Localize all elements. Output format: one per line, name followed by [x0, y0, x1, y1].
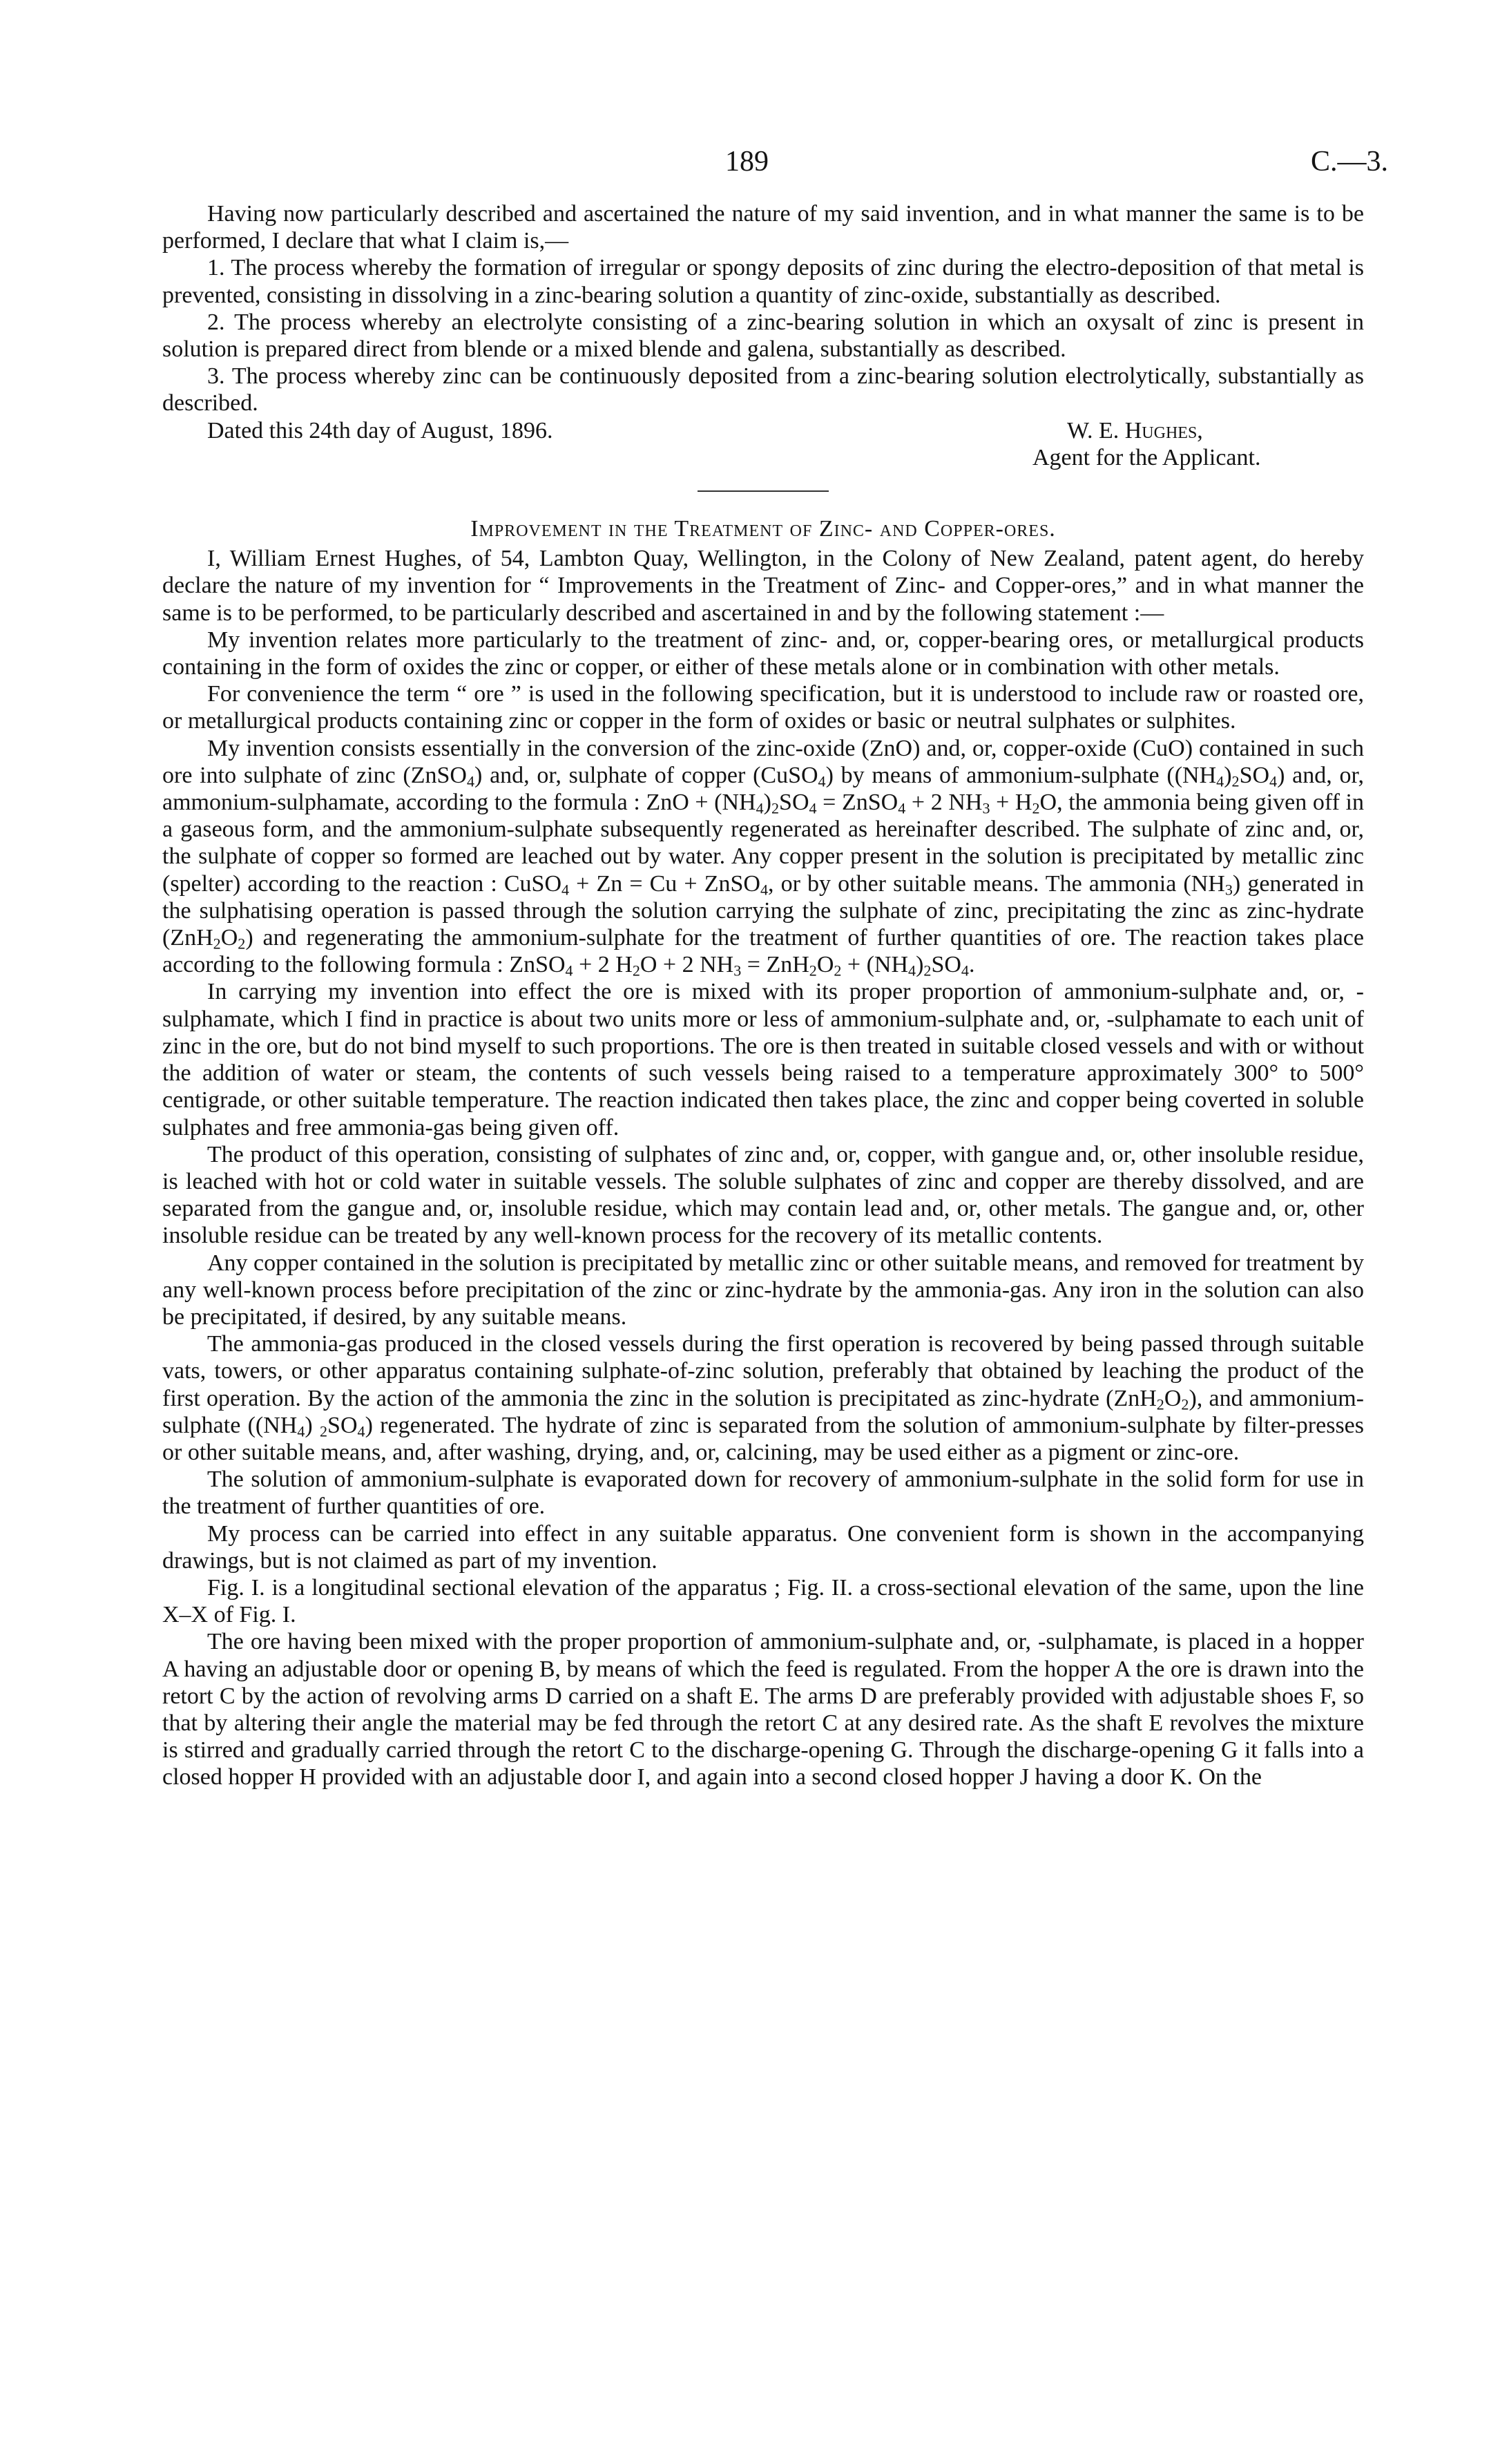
- document-reference: C.—3.: [1310, 146, 1388, 178]
- section-title: Improvement in the Treatment of Zinc- and Copper-ores.: [470, 516, 1056, 542]
- dated-row: [162, 417, 1364, 444]
- paragraph-convenience: For convenience the term “ ore ” is used in the following specification, but it is understood to include raw or roasted ore, or metallurgical products containing zinc or copper in the form of oxides or basic or neutral sulphates or sulphites.: [162, 681, 1364, 734]
- claim-item: 2. The process whereby an electrolyte consisting of a zinc-bearing solution in which an oxysalt of zinc is present in solution is prepared direct from blende or a mixed blende and galena, substantially as described.: [162, 309, 1364, 363]
- paragraph-relates: My invention relates more particularly to the treatment of zinc- and, or, copper-bearing ores, or metallurgical products containing in the form of oxides the zinc or copper, or either of these metals alone or in combination with other metals.: [162, 627, 1364, 680]
- paragraph-intro: I, William Ernest Hughes, of 54, Lambton Quay, Wellington, in the Colony of New Zealand, patent agent, do hereby declare the nature of my invention for “ Improvements in the Treatment of Zinc- and Copper-ores,” and in what manner the same is to be performed, to be particularly described and ascertained in and by the following statement :—: [162, 546, 1364, 626]
- paragraph-ammonia-gas: The ammonia-gas produced in the closed vessels during the first operation is recovered by being passed through suitable vats, towers, or other apparatus containing sulphate-of-zinc solution, preferably that obtained by leaching the product of the first operation. By the action of the ammonia the zinc in the solution is precipitated as zinc-hydrate $(ZnH_2O_2)$, and ammonium-sulphate ($(NH_4)$ $_2SO_4$) regenerated. The hydrate of zinc is separated from the solution of ammonium-sulphate by filter-presses or other suitable means, and, after washing, drying, and, or, calcining, may be used either as a pigment or zinc-ore.: [162, 1331, 1364, 1465]
- page-number: 189: [725, 146, 769, 178]
- claims-intro: Having now particularly described and ascertained the nature of my said invention, and in what manner the same is to be performed, I declare that what I claim is,—: [162, 201, 1364, 254]
- paragraph-consists: My invention consists essentially in the conversion of the zinc-oxide (ZnO) and, or, copper-oxide (CuO) contained in such ore into sulphate of zinc (ZnSO$_4$) and, or, sulphate of copper (CuSO$_4$) by means of ammonium-sulphate $((NH_4)_2SO_4)$ and, or, ammonium-sulphamate, according to the formula : ZnO + $(NH_4)_2SO_4$ = ZnSO$_4$ + 2 $NH_3 + H_2O$, the ammonia being given off in a gaseous form, and the ammonium-sulphate subsequently regenerated as hereinafter described. The sulphate of zinc and, or, the sulphate of copper so formed are leached out by water. Any copper present in the solution is precipitated by metallic zinc (spelter) according to the reaction : CuSO$_4$ + Zn = Cu + ZnSO$_4$, or by other suitable means. The ammonia $(NH_3)$ generated in the sulphatising operation is passed through the solution carrying the sulphate of zinc, precipitating the zinc as zinc-hydrate $(ZnH_2O_2)$ and regenerating the ammonium-sulphate for the treatment of further quantities of ore. The reaction takes place according to the following formula : ZnSO$_4$ + 2 $H_2O + 2$ $NH_3 = ZnH_2O_2 + (NH_4)_2SO_4$.: [162, 735, 1365, 980]
- paragraph-figures: Fig. I. is a longitudinal sectional elevation of the apparatus ; Fig. II. a cross-sectional elevation of the same, upon the line X–X of Fig. I.: [162, 1574, 1364, 1628]
- dated-line: Dated this 24th day of August, 1896.: [207, 417, 553, 443]
- signature: W. E. Hughes,: [1067, 417, 1203, 443]
- claim-item: 1. The process whereby the formation of irregular or spongy deposits of zinc during the electro-deposition of that metal is prevented, consisting in dissolving in a zinc-bearing solution a quantity of zinc-oxide, substantially as described.: [162, 255, 1364, 308]
- paragraph-any-copper: Any copper contained in the solution is precipitated by metallic zinc or other suitable means, and removed for treatment by any well-known process before precipitation of the zinc or zinc-hydrate by the ammonia-gas. Any iron in the solution can also be precipitated, if desired, by any suitable means.: [162, 1250, 1364, 1330]
- claim-item: 3. The process whereby zinc can be continuously deposited from a zinc-bearing solution electrolytically, substantially as described.: [162, 363, 1364, 417]
- paragraph-solution: The solution of ammonium-sulphate is evaporated down for recovery of ammonium-sulphate in the solid form for use in the treatment of further quantities of ore.: [162, 1467, 1364, 1520]
- paragraph-carrying: In carrying my invention into effect the ore is mixed with its proper proportion of ammonium-sulphate and, or, -sulphamate, which I find in practice is about two units more or less of ammonium-sulphate and, or, -sulphamate to each unit of zinc in the ore, but do not bind myself to such proportions. The ore is then treated in suitable closed vessels and with or without the addition of water or steam, the contents of such vessels being raised to a temperature approximately 300° to 500° centigrade, or other suitable temperature. The reaction indicated then takes place, the zinc and copper being coverted in soluble sulphates and free ammonia-gas being given off.: [162, 979, 1364, 1140]
- signature-role: Agent for the Applicant.: [1032, 444, 1261, 470]
- paragraph-product: The product of this operation, consisting of sulphates of zinc and, or, copper, with gangue and, or, other insoluble residue, is leached with hot or cold water in suitable vessels. The soluble sulphates of zinc and copper are thereby dissolved, and are separated from the gangue and, or, insoluble residue, which may contain lead and, or, other metals. The gangue and, or, other insoluble residue can be treated by any well-known process for the recovery of its metallic contents.: [162, 1141, 1364, 1249]
- section-divider: [698, 490, 829, 492]
- document-body: [162, 200, 1364, 1791]
- paragraph-process: My process can be carried into effect in any suitable apparatus. One convenient form is shown in the accompanying drawings, but is not claimed as part of my invention.: [162, 1520, 1364, 1574]
- page-header: [0, 145, 1509, 180]
- paragraph-hopper: The ore having been mixed with the proper proportion of ammonium-sulphate and, or, -sulphamate, is placed in a hopper A having an adjustable door or opening B, by means of which the feed is regulated. From the hopper A the ore is drawn into the retort C by the action of revolving arms D carried on a shaft E. The arms D are preferably provided with adjustable shoes F, so that by altering their angle the material may be fed through the retort C at any desired rate. As the shaft E revolves the mixture is stirred and gradually carried through the retort C to the discharge-opening G. Through the discharge-opening G it falls into a closed hopper H provided with an adjustable door I, and again into a second closed hopper J having a door K. On the: [162, 1629, 1364, 1790]
